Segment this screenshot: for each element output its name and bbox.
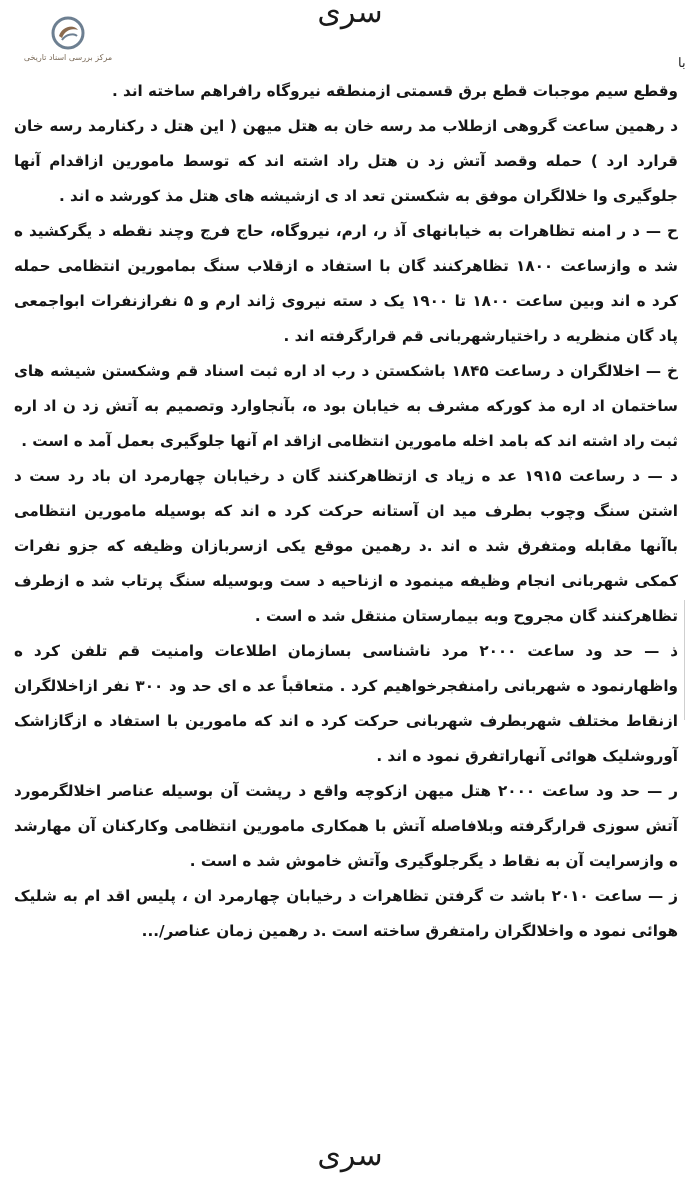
document-body	[14, 74, 678, 949]
paragraph-intro: وقطع سیم موجبات قطع برق قسمتی ازمنطقه نیروگاه رافراهم ساخته اند .	[112, 82, 678, 100]
classification-stamp-top: سری	[317, 0, 383, 30]
paragraph-h: ح — د ر امنه تظاهرات به خیابانهای آذ ر، ارم، نیروگاه، حاج فرج وچند نقطه د یگرکشید ه شد ه وازساعت ۱۸۰۰ تظاهرکنند گان با استفاد ه ازقلاب سنگ بمامورین انتظامی حمله کرد ه اند وبین ساعت ۱۸۰۰ تا ۱۹۰۰ یک د سته نیروی ژاند ارم و ۵ نفرازنفرات ابواجمعی پاد گان منظریه د راختیارشهربانی قم قرارگرفته اند .	[14, 222, 678, 345]
scan-edge-line	[684, 600, 685, 720]
margin-note: با	[678, 56, 686, 71]
archive-emblem-icon	[50, 16, 86, 50]
paragraph-hotel-attack: د رهمین ساعت گروهی ازطلاب مد رسه خان به هتل میهن ( این هتل د رکنارمد رسه خان قرارد ارد ) حمله وقصد آتش زد ن هتل راد اشته اند که توسط مامورین ازاقدام آنها جلوگیری وا خلالگران موفق به شکستن تعد اد ی ازشیشه های هتل مذ کورشد ه اند .	[14, 117, 678, 205]
paragraph-zh: ز — ساعت ۲۰۱۰ باشد ت گرفتن تظاهرات د رخیابان چهارمرد ان ، پلیس اقد ام به شلیک هوائی نمود ه واخلالگران رامتفرق ساخته است .د رهمین زمان عناصر/...	[14, 887, 678, 940]
paragraph-z: ذ — حد ود ساعت ۲۰۰۰ مرد ناشناسی بسازمان اطلاعات وامنیت قم تلفن کرد ه واظهارنمود ه شهربانی رامنفجرخواهیم کرد . متعاقباً عد ه ای حد ود ۳۰۰ نفر ازاخلالگران ازنقاط مختلف شهربطرف شهربانی حرکت کرد ه اند که مامورین با استفاد ه ازگازاشک آوروشلیک هوائی آنهاراتفرق نمود ه اند .	[14, 642, 679, 765]
classification-stamp-bottom: سری	[317, 1138, 383, 1173]
paragraph-d: د — د رساعت ۱۹۱۵ عد ه زیاد ی ازتظاهرکنند گان د رخیابان چهارمرد ان باد رد ست د اشتن سنگ وچوب بطرف مید ان آستانه حرکت کرد ه اند که بوسیله مامورین انتظامی باآنها مقابله ومتفرق شد ه اند .د رهمین موقع یکی ازسربازان وظیفه که جزو نفرات کمکی شهربانی انجام وظیفه مینمود ه ازناحیه د ست وبوسیله سنگ پرتاب شد ه ازطرف تظاهرکنند گان مجروح وبه بیمارستان منتقل شد ه است .	[14, 467, 678, 625]
archive-logo-text: مرکز بررسی اسناد تاریخی	[23, 53, 113, 62]
paragraph-r: ر — حد ود ساعت ۲۰۰۰ هتل میهن ازکوچه واقع د رپشت آن بوسیله عناصر اخلالگرمورد آتش سوزی قرارگرفته وبلافاصله آتش با همکاری مامورین انتظامی وکارکنان آن مهارشد ه وازسرایت آن به نقاط د یگرجلوگیری وآتش خاموش شد ه است .	[14, 782, 678, 870]
paragraph-kh: خ — اخلالگران د رساعت ۱۸۴۵ باشکستن د رب اد اره ثبت اسناد قم وشکستن شیشه های ساختمان اد اره مذ کورکه مشرف به خیابان بود ه، بآنجاوارد وتصمیم به آتش زد ن اد اره ثبت راد اشته اند که بامد اخله مامورین انتظامی ازاقد ام آنها جلوگیری بعمل آمد ه است .	[14, 362, 678, 450]
archive-logo	[14, 16, 122, 66]
